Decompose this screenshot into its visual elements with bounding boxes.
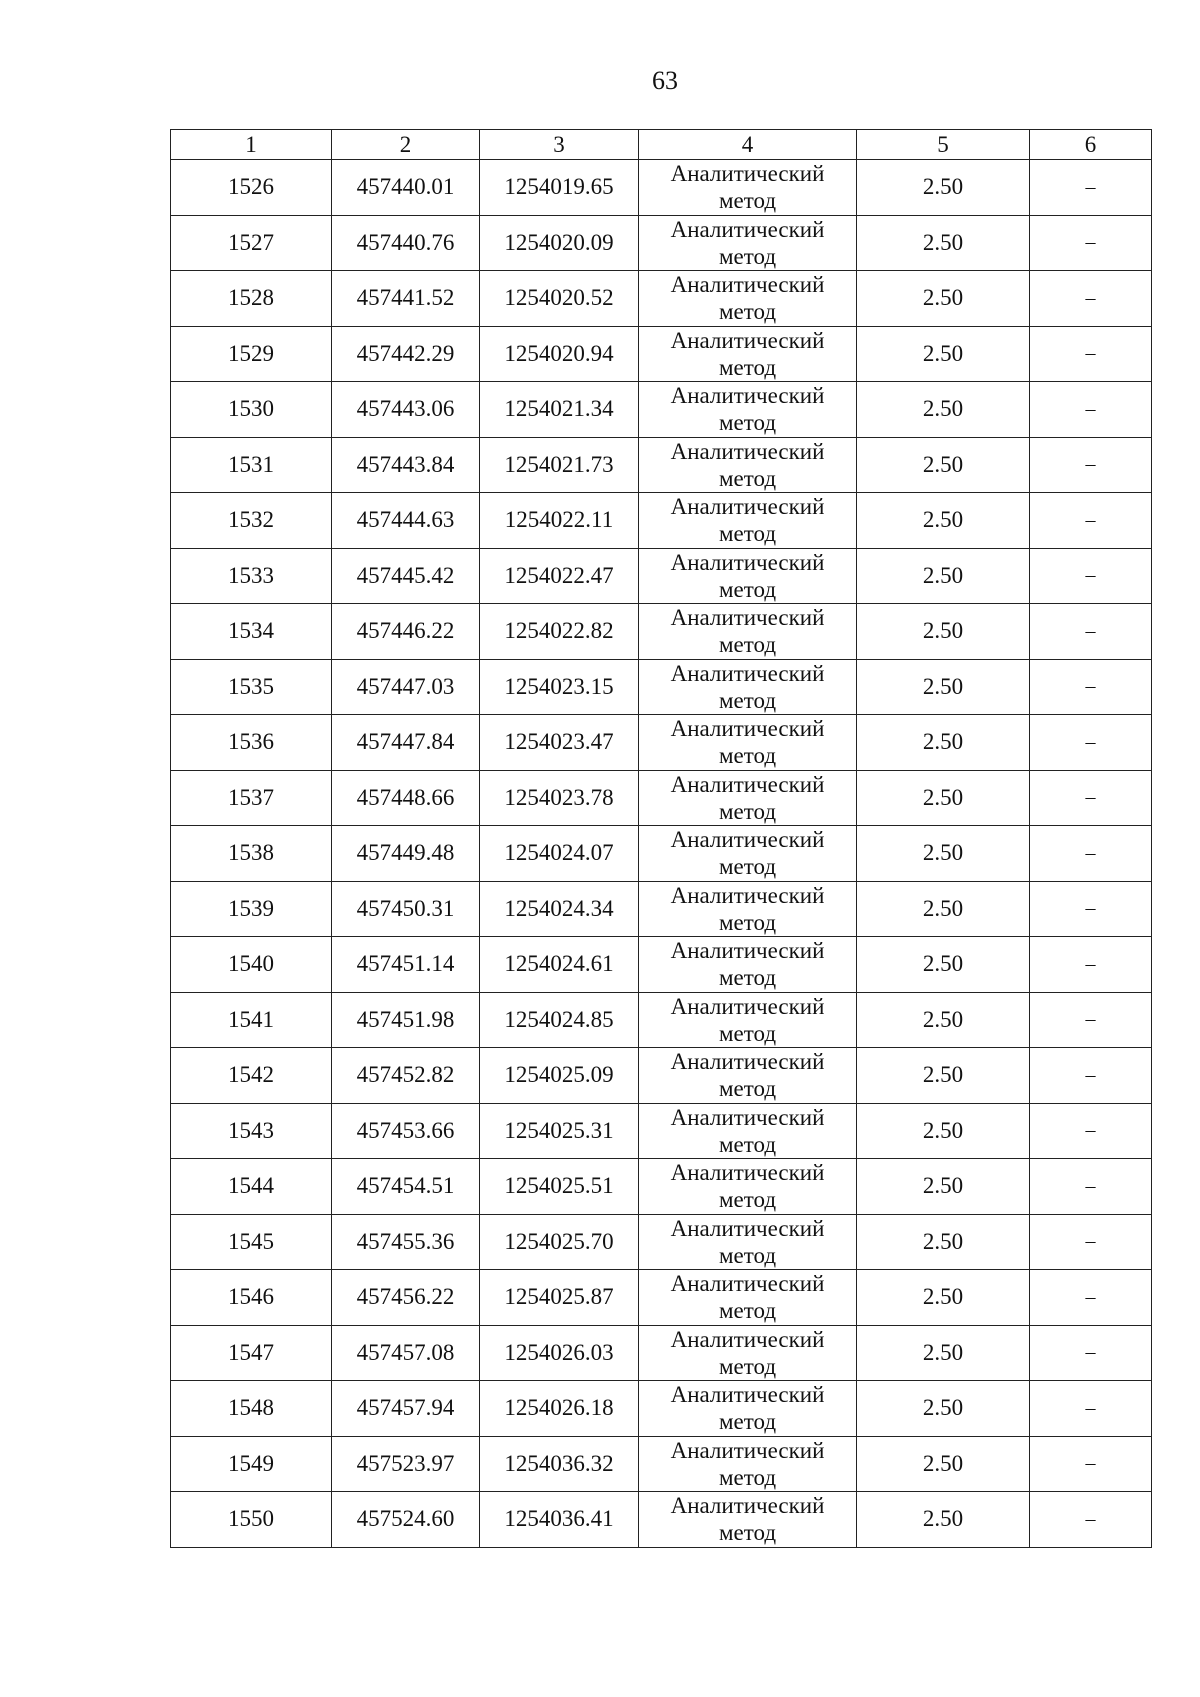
method-cell bbox=[639, 604, 857, 660]
point-number-cell: 1529 bbox=[171, 326, 332, 382]
header-row bbox=[171, 130, 1152, 160]
method-line-1: Аналитический bbox=[670, 1437, 825, 1463]
accuracy-cell: 2.50 bbox=[857, 548, 1030, 604]
method-line-2: метод bbox=[718, 465, 777, 491]
table-row bbox=[171, 1381, 1152, 1437]
point-number-cell: 1549 bbox=[171, 1436, 332, 1492]
y-coordinate-cell: 1254024.85 bbox=[480, 992, 639, 1048]
point-number-cell: 1530 bbox=[171, 382, 332, 438]
method-cell bbox=[639, 1381, 857, 1437]
method-cell bbox=[639, 1214, 857, 1270]
method-cell bbox=[639, 715, 857, 771]
x-coordinate-cell: 457448.66 bbox=[332, 770, 480, 826]
accuracy-cell: 2.50 bbox=[857, 659, 1030, 715]
point-number-cell: 1539 bbox=[171, 881, 332, 937]
header-col-1: 1 bbox=[171, 130, 332, 160]
note-cell: – bbox=[1030, 215, 1152, 271]
note-cell: – bbox=[1030, 1325, 1152, 1381]
method-line-2: метод bbox=[718, 1353, 777, 1379]
x-coordinate-cell: 457449.48 bbox=[332, 826, 480, 882]
table-row bbox=[171, 770, 1152, 826]
method-line-1: Аналитический bbox=[670, 660, 825, 686]
x-coordinate-cell: 457444.63 bbox=[332, 493, 480, 549]
point-number-cell: 1545 bbox=[171, 1214, 332, 1270]
accuracy-cell: 2.50 bbox=[857, 160, 1030, 216]
table-row bbox=[171, 1436, 1152, 1492]
method-line-2: метод bbox=[718, 798, 777, 824]
x-coordinate-cell: 457447.03 bbox=[332, 659, 480, 715]
method-line-1: Аналитический bbox=[670, 383, 825, 409]
note-cell: – bbox=[1030, 548, 1152, 604]
table-row bbox=[171, 992, 1152, 1048]
table-row bbox=[171, 215, 1152, 271]
table-row bbox=[171, 1159, 1152, 1215]
method-line-2: метод bbox=[718, 687, 777, 713]
method-line-2: метод bbox=[718, 1187, 777, 1213]
y-coordinate-cell: 1254025.09 bbox=[480, 1048, 639, 1104]
x-coordinate-cell: 457450.31 bbox=[332, 881, 480, 937]
table-row bbox=[171, 1048, 1152, 1104]
method-cell bbox=[639, 1159, 857, 1215]
accuracy-cell: 2.50 bbox=[857, 826, 1030, 882]
table-row bbox=[171, 659, 1152, 715]
accuracy-cell: 2.50 bbox=[857, 881, 1030, 937]
point-number-cell: 1528 bbox=[171, 271, 332, 327]
method-line-1: Аналитический bbox=[670, 272, 825, 298]
x-coordinate-cell: 457457.94 bbox=[332, 1381, 480, 1437]
point-number-cell: 1547 bbox=[171, 1325, 332, 1381]
table-row bbox=[171, 493, 1152, 549]
method-line-1: Аналитический bbox=[670, 605, 825, 631]
table-body bbox=[171, 160, 1152, 1548]
x-coordinate-cell: 457524.60 bbox=[332, 1492, 480, 1548]
method-line-1: Аналитический bbox=[670, 161, 825, 187]
method-line-1: Аналитический bbox=[670, 771, 825, 797]
point-number-cell: 1536 bbox=[171, 715, 332, 771]
method-line-2: метод bbox=[718, 299, 777, 325]
accuracy-cell: 2.50 bbox=[857, 1381, 1030, 1437]
table-row bbox=[171, 604, 1152, 660]
method-line-2: метод bbox=[718, 1298, 777, 1324]
x-coordinate-cell: 457454.51 bbox=[332, 1159, 480, 1215]
method-line-1: Аналитический bbox=[670, 494, 825, 520]
table-row bbox=[171, 326, 1152, 382]
x-coordinate-cell: 457442.29 bbox=[332, 326, 480, 382]
method-line-2: метод bbox=[718, 521, 777, 547]
table-row bbox=[171, 881, 1152, 937]
method-cell bbox=[639, 770, 857, 826]
method-line-1: Аналитический bbox=[670, 438, 825, 464]
method-line-2: метод bbox=[718, 188, 777, 214]
accuracy-cell: 2.50 bbox=[857, 1270, 1030, 1326]
point-number-cell: 1535 bbox=[171, 659, 332, 715]
point-number-cell: 1550 bbox=[171, 1492, 332, 1548]
accuracy-cell: 2.50 bbox=[857, 1159, 1030, 1215]
page-number: 63 bbox=[652, 66, 678, 95]
method-cell bbox=[639, 937, 857, 993]
y-coordinate-cell: 1254022.11 bbox=[480, 493, 639, 549]
method-cell bbox=[639, 1103, 857, 1159]
y-coordinate-cell: 1254025.70 bbox=[480, 1214, 639, 1270]
x-coordinate-cell: 457445.42 bbox=[332, 548, 480, 604]
method-line-2: метод bbox=[718, 965, 777, 991]
method-line-1: Аналитический bbox=[670, 882, 825, 908]
method-line-1: Аналитический bbox=[670, 716, 825, 742]
x-coordinate-cell: 457441.52 bbox=[332, 271, 480, 327]
y-coordinate-cell: 1254021.73 bbox=[480, 437, 639, 493]
note-cell: – bbox=[1030, 271, 1152, 327]
note-cell: – bbox=[1030, 326, 1152, 382]
table-row bbox=[171, 1325, 1152, 1381]
accuracy-cell: 2.50 bbox=[857, 1436, 1030, 1492]
x-coordinate-cell: 457451.98 bbox=[332, 992, 480, 1048]
method-cell bbox=[639, 1492, 857, 1548]
method-cell bbox=[639, 1048, 857, 1104]
table-row bbox=[171, 271, 1152, 327]
method-line-1: Аналитический bbox=[670, 827, 825, 853]
table-row bbox=[171, 1103, 1152, 1159]
y-coordinate-cell: 1254023.78 bbox=[480, 770, 639, 826]
table-row bbox=[171, 1492, 1152, 1548]
note-cell: – bbox=[1030, 881, 1152, 937]
coordinates-table bbox=[170, 129, 1152, 1548]
accuracy-cell: 2.50 bbox=[857, 1048, 1030, 1104]
method-line-2: метод bbox=[718, 1520, 777, 1546]
method-line-2: метод bbox=[718, 854, 777, 880]
note-cell: – bbox=[1030, 437, 1152, 493]
table-row bbox=[171, 937, 1152, 993]
method-line-2: метод bbox=[718, 909, 777, 935]
table-row bbox=[171, 160, 1152, 216]
accuracy-cell: 2.50 bbox=[857, 1325, 1030, 1381]
note-cell: – bbox=[1030, 1436, 1152, 1492]
point-number-cell: 1541 bbox=[171, 992, 332, 1048]
note-cell: – bbox=[1030, 1214, 1152, 1270]
method-line-2: метод bbox=[718, 1076, 777, 1102]
point-number-cell: 1534 bbox=[171, 604, 332, 660]
y-coordinate-cell: 1254025.87 bbox=[480, 1270, 639, 1326]
table-row bbox=[171, 1214, 1152, 1270]
accuracy-cell: 2.50 bbox=[857, 992, 1030, 1048]
note-cell: – bbox=[1030, 1270, 1152, 1326]
x-coordinate-cell: 457446.22 bbox=[332, 604, 480, 660]
y-coordinate-cell: 1254025.31 bbox=[480, 1103, 639, 1159]
note-cell: – bbox=[1030, 715, 1152, 771]
y-coordinate-cell: 1254023.15 bbox=[480, 659, 639, 715]
y-coordinate-cell: 1254021.34 bbox=[480, 382, 639, 438]
table-row bbox=[171, 1270, 1152, 1326]
accuracy-cell: 2.50 bbox=[857, 326, 1030, 382]
method-line-1: Аналитический bbox=[670, 327, 825, 353]
point-number-cell: 1532 bbox=[171, 493, 332, 549]
method-cell bbox=[639, 992, 857, 1048]
note-cell: – bbox=[1030, 1103, 1152, 1159]
header-col-6: 6 bbox=[1030, 130, 1152, 160]
method-cell bbox=[639, 881, 857, 937]
accuracy-cell: 2.50 bbox=[857, 1492, 1030, 1548]
method-line-2: метод bbox=[718, 1409, 777, 1435]
accuracy-cell: 2.50 bbox=[857, 604, 1030, 660]
y-coordinate-cell: 1254020.52 bbox=[480, 271, 639, 327]
y-coordinate-cell: 1254024.34 bbox=[480, 881, 639, 937]
method-line-1: Аналитический bbox=[670, 549, 825, 575]
method-line-2: метод bbox=[718, 354, 777, 380]
point-number-cell: 1546 bbox=[171, 1270, 332, 1326]
y-coordinate-cell: 1254022.47 bbox=[480, 548, 639, 604]
header-col-4: 4 bbox=[639, 130, 857, 160]
note-cell: – bbox=[1030, 992, 1152, 1048]
y-coordinate-cell: 1254019.65 bbox=[480, 160, 639, 216]
method-line-2: метод bbox=[718, 1131, 777, 1157]
table-row bbox=[171, 382, 1152, 438]
method-line-2: метод bbox=[718, 576, 777, 602]
method-cell bbox=[639, 826, 857, 882]
method-cell bbox=[639, 493, 857, 549]
point-number-cell: 1538 bbox=[171, 826, 332, 882]
method-cell bbox=[639, 271, 857, 327]
method-line-1: Аналитический bbox=[670, 1160, 825, 1186]
method-cell bbox=[639, 437, 857, 493]
y-coordinate-cell: 1254025.51 bbox=[480, 1159, 639, 1215]
note-cell: – bbox=[1030, 1159, 1152, 1215]
table-row bbox=[171, 548, 1152, 604]
method-cell bbox=[639, 1325, 857, 1381]
accuracy-cell: 2.50 bbox=[857, 493, 1030, 549]
header-col-2: 2 bbox=[332, 130, 480, 160]
method-cell bbox=[639, 160, 857, 216]
method-line-1: Аналитический bbox=[670, 1049, 825, 1075]
y-coordinate-cell: 1254036.41 bbox=[480, 1492, 639, 1548]
method-line-1: Аналитический bbox=[670, 1493, 825, 1519]
method-line-1: Аналитический bbox=[670, 1271, 825, 1297]
x-coordinate-cell: 457453.66 bbox=[332, 1103, 480, 1159]
method-cell bbox=[639, 215, 857, 271]
method-cell bbox=[639, 1270, 857, 1326]
accuracy-cell: 2.50 bbox=[857, 1103, 1030, 1159]
accuracy-cell: 2.50 bbox=[857, 1214, 1030, 1270]
method-line-2: метод bbox=[718, 1242, 777, 1268]
method-line-2: метод bbox=[718, 632, 777, 658]
table-row bbox=[171, 826, 1152, 882]
method-line-2: метод bbox=[718, 1464, 777, 1490]
method-line-1: Аналитический bbox=[670, 1326, 825, 1352]
y-coordinate-cell: 1254026.03 bbox=[480, 1325, 639, 1381]
accuracy-cell: 2.50 bbox=[857, 437, 1030, 493]
method-cell bbox=[639, 659, 857, 715]
x-coordinate-cell: 457440.76 bbox=[332, 215, 480, 271]
y-coordinate-cell: 1254022.82 bbox=[480, 604, 639, 660]
note-cell: – bbox=[1030, 493, 1152, 549]
note-cell: – bbox=[1030, 659, 1152, 715]
point-number-cell: 1537 bbox=[171, 770, 332, 826]
method-line-1: Аналитический bbox=[670, 938, 825, 964]
table-row bbox=[171, 715, 1152, 771]
x-coordinate-cell: 457455.36 bbox=[332, 1214, 480, 1270]
y-coordinate-cell: 1254020.09 bbox=[480, 215, 639, 271]
note-cell: – bbox=[1030, 1492, 1152, 1548]
method-line-2: метод bbox=[718, 410, 777, 436]
note-cell: – bbox=[1030, 826, 1152, 882]
y-coordinate-cell: 1254024.61 bbox=[480, 937, 639, 993]
point-number-cell: 1542 bbox=[171, 1048, 332, 1104]
note-cell: – bbox=[1030, 1381, 1152, 1437]
method-line-2: метод bbox=[718, 1020, 777, 1046]
point-number-cell: 1526 bbox=[171, 160, 332, 216]
point-number-cell: 1548 bbox=[171, 1381, 332, 1437]
method-line-1: Аналитический bbox=[670, 993, 825, 1019]
table-row bbox=[171, 437, 1152, 493]
method-line-1: Аналитический bbox=[670, 216, 825, 242]
x-coordinate-cell: 457443.84 bbox=[332, 437, 480, 493]
point-number-cell: 1544 bbox=[171, 1159, 332, 1215]
accuracy-cell: 2.50 bbox=[857, 382, 1030, 438]
method-cell bbox=[639, 326, 857, 382]
y-coordinate-cell: 1254020.94 bbox=[480, 326, 639, 382]
header-col-5: 5 bbox=[857, 130, 1030, 160]
accuracy-cell: 2.50 bbox=[857, 937, 1030, 993]
y-coordinate-cell: 1254026.18 bbox=[480, 1381, 639, 1437]
note-cell: – bbox=[1030, 1048, 1152, 1104]
accuracy-cell: 2.50 bbox=[857, 215, 1030, 271]
x-coordinate-cell: 457523.97 bbox=[332, 1436, 480, 1492]
method-line-2: метод bbox=[718, 243, 777, 269]
y-coordinate-cell: 1254024.07 bbox=[480, 826, 639, 882]
y-coordinate-cell: 1254023.47 bbox=[480, 715, 639, 771]
method-line-2: метод bbox=[718, 743, 777, 769]
y-coordinate-cell: 1254036.32 bbox=[480, 1436, 639, 1492]
accuracy-cell: 2.50 bbox=[857, 715, 1030, 771]
point-number-cell: 1543 bbox=[171, 1103, 332, 1159]
note-cell: – bbox=[1030, 160, 1152, 216]
x-coordinate-cell: 457440.01 bbox=[332, 160, 480, 216]
method-cell bbox=[639, 382, 857, 438]
x-coordinate-cell: 457457.08 bbox=[332, 1325, 480, 1381]
point-number-cell: 1531 bbox=[171, 437, 332, 493]
x-coordinate-cell: 457447.84 bbox=[332, 715, 480, 771]
x-coordinate-cell: 457451.14 bbox=[332, 937, 480, 993]
note-cell: – bbox=[1030, 770, 1152, 826]
x-coordinate-cell: 457456.22 bbox=[332, 1270, 480, 1326]
point-number-cell: 1540 bbox=[171, 937, 332, 993]
x-coordinate-cell: 457452.82 bbox=[332, 1048, 480, 1104]
method-cell bbox=[639, 548, 857, 604]
method-cell bbox=[639, 1436, 857, 1492]
note-cell: – bbox=[1030, 382, 1152, 438]
method-line-1: Аналитический bbox=[670, 1104, 825, 1130]
header-col-3: 3 bbox=[480, 130, 639, 160]
accuracy-cell: 2.50 bbox=[857, 770, 1030, 826]
x-coordinate-cell: 457443.06 bbox=[332, 382, 480, 438]
method-line-1: Аналитический bbox=[670, 1215, 825, 1241]
note-cell: – bbox=[1030, 604, 1152, 660]
note-cell: – bbox=[1030, 937, 1152, 993]
point-number-cell: 1533 bbox=[171, 548, 332, 604]
point-number-cell: 1527 bbox=[171, 215, 332, 271]
accuracy-cell: 2.50 bbox=[857, 271, 1030, 327]
method-line-1: Аналитический bbox=[670, 1382, 825, 1408]
